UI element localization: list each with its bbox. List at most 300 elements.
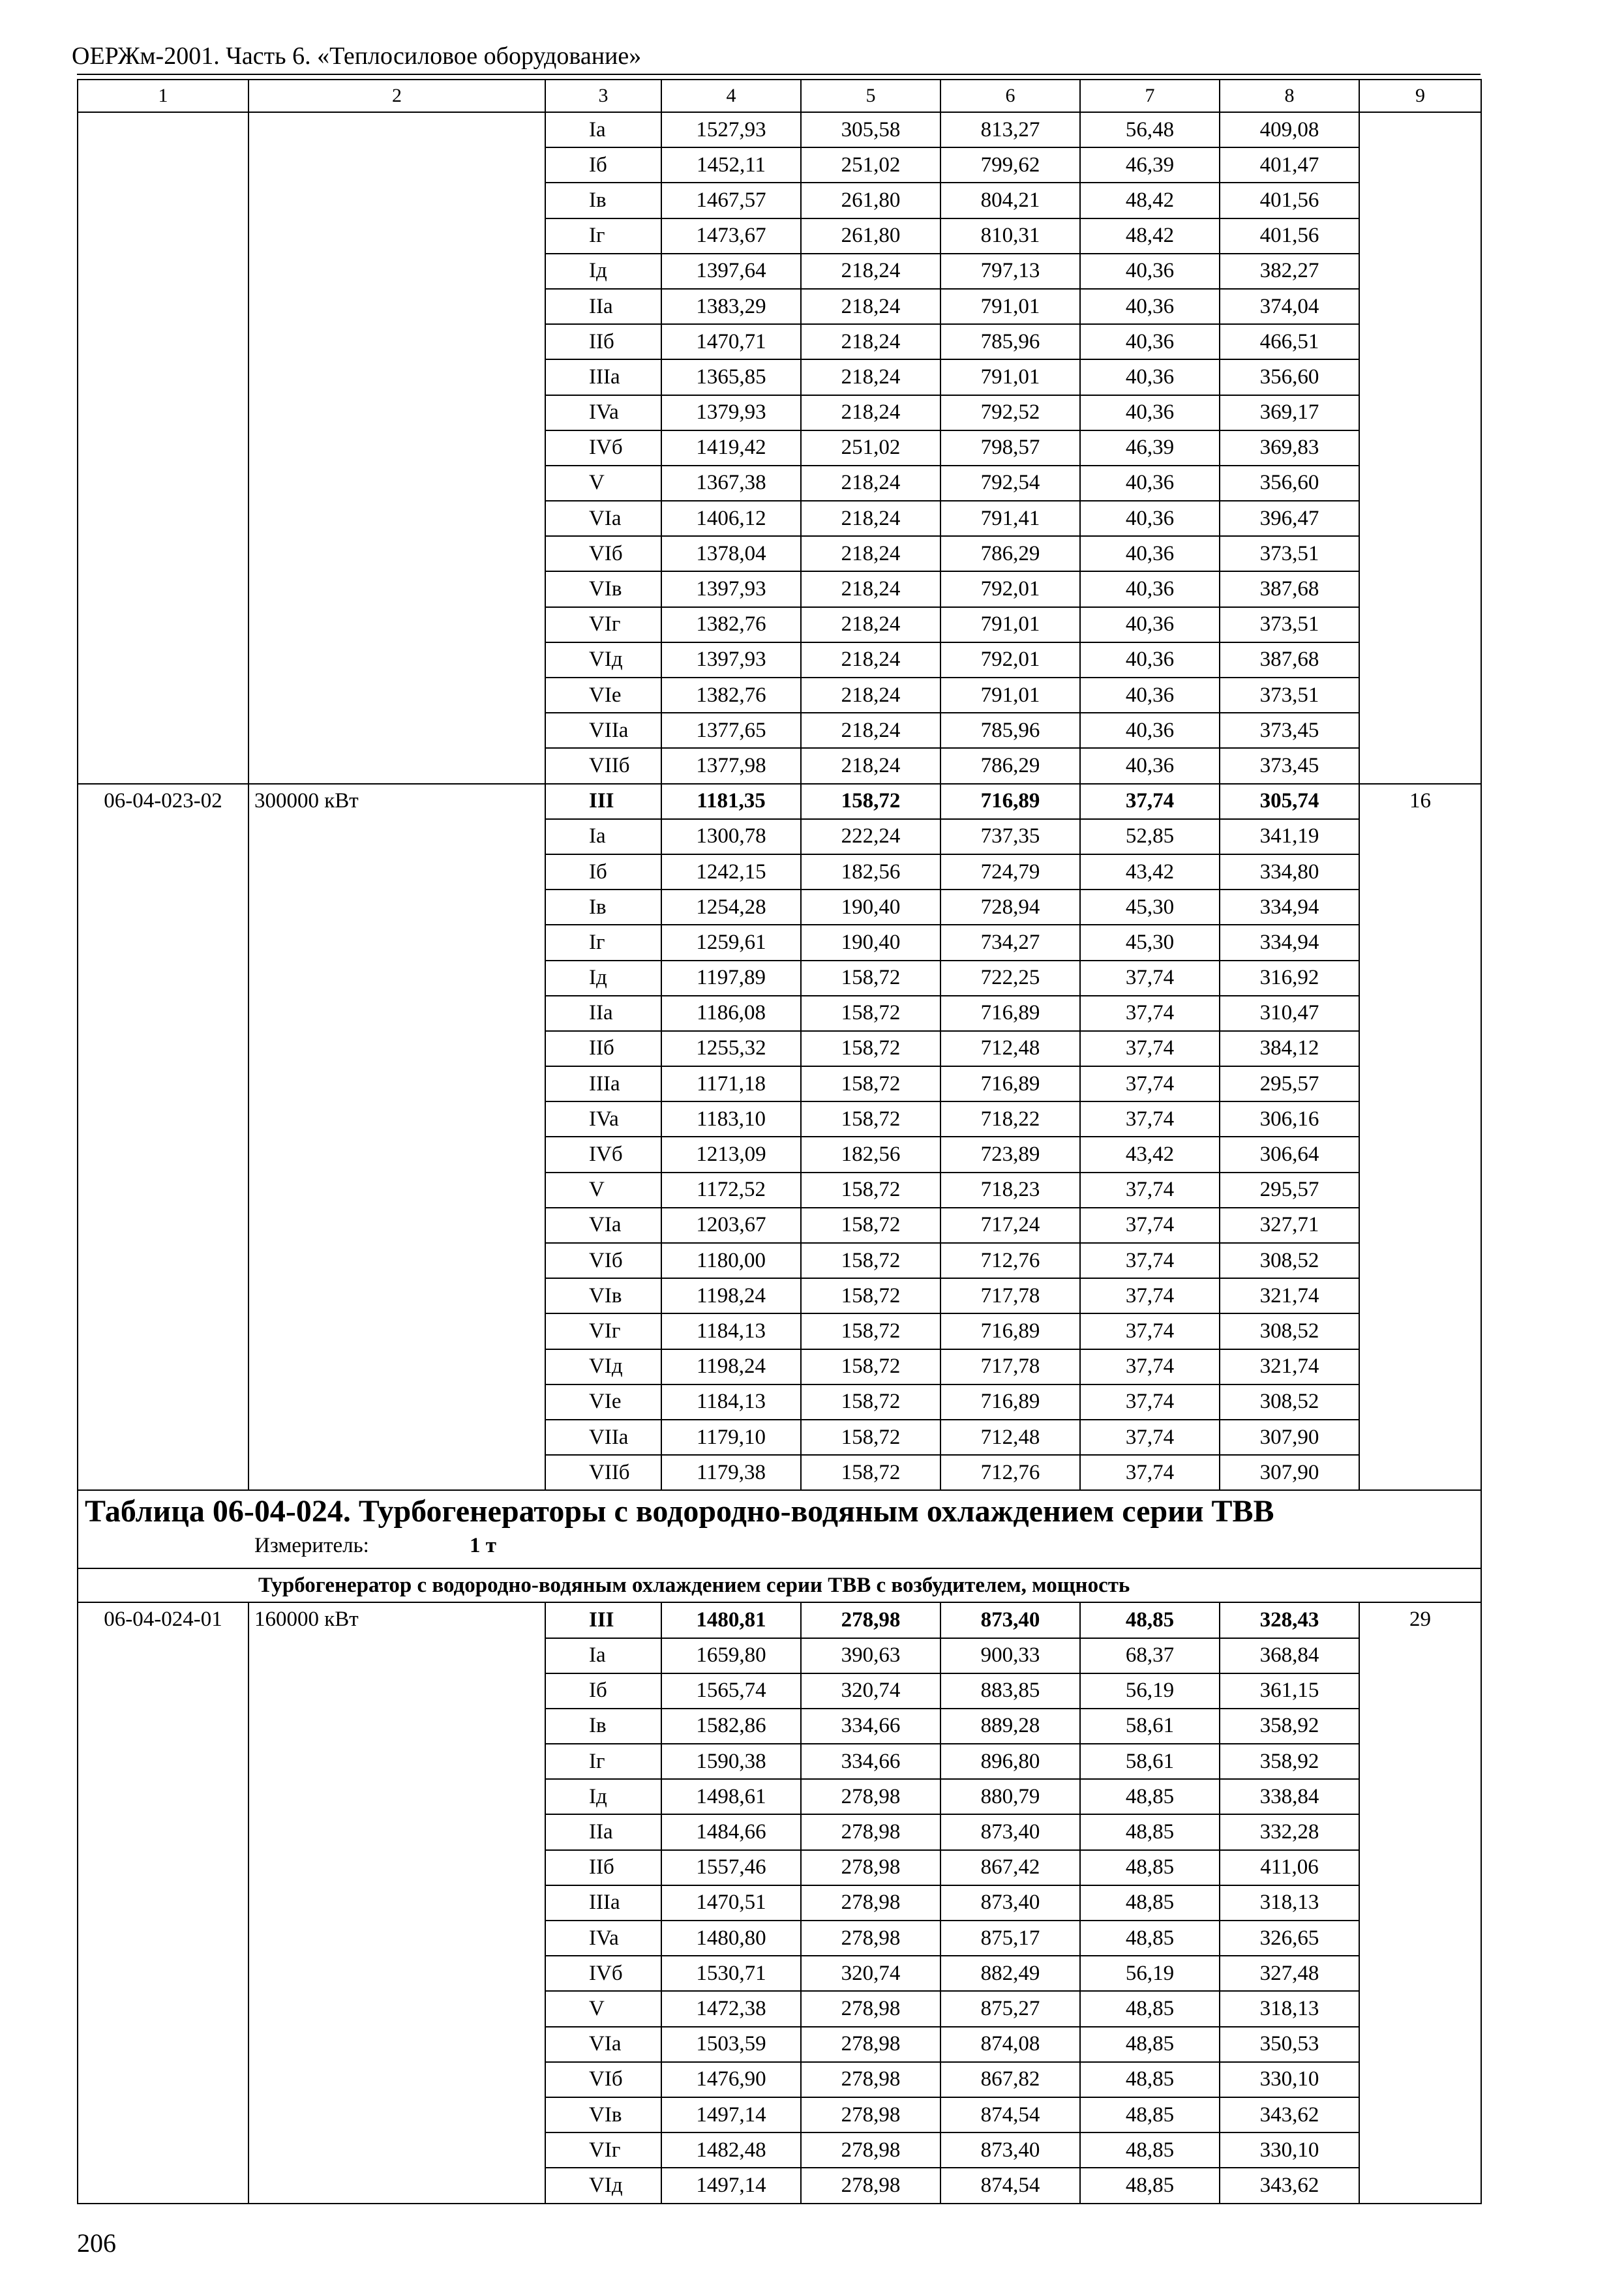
value-cell: 716,89 [940,1313,1080,1349]
value-cell: 797,13 [940,254,1080,289]
table-title-row [78,1490,1481,1568]
zone-cell: VIг [545,2132,661,2168]
value-cell: 278,98 [801,2062,940,2097]
value-cell: 900,33 [940,1638,1080,1673]
value-cell: 1198,24 [661,1278,801,1313]
zone-cell: VIб [545,2062,661,2097]
value-cell: 37,74 [1080,1455,1220,1490]
value-cell: 737,35 [940,819,1080,854]
value-cell: 56,19 [1080,1673,1220,1709]
value-cell: 716,89 [940,784,1080,819]
value-cell: 1254,28 [661,890,801,925]
value-cell: 37,74 [1080,784,1220,819]
value-cell: 48,85 [1080,2027,1220,2062]
value-cell: 251,02 [801,430,940,466]
meter-line [85,1535,1474,1557]
value-cell: 37,74 [1080,1384,1220,1420]
value-cell: 58,61 [1080,1744,1220,1779]
zone-cell: VIд [545,1349,661,1384]
value-cell: 37,74 [1080,1278,1220,1313]
value-cell: 810,31 [940,218,1080,254]
value-cell: 791,41 [940,501,1080,536]
value-cell: 158,72 [801,1066,940,1101]
value-cell: 321,74 [1220,1278,1359,1313]
value-cell: 785,96 [940,713,1080,748]
value-cell: 278,98 [801,2168,940,2203]
value-cell: 1482,48 [661,2132,801,2168]
value-cell: 791,01 [940,607,1080,642]
value-cell: 48,85 [1080,2132,1220,2168]
value-cell: 1379,93 [661,395,801,430]
value-cell: 218,24 [801,678,940,713]
value-cell: 1377,65 [661,713,801,748]
page-number: 206 [77,2228,116,2258]
value-cell: 305,58 [801,112,940,147]
value-cell: 56,48 [1080,112,1220,147]
table-body [78,80,1481,2204]
value-cell: 1659,80 [661,1638,801,1673]
value-cell: 1480,80 [661,1921,801,1956]
value-cell: 158,72 [801,1349,940,1384]
table-title-cell [78,1490,1481,1568]
value-cell: 40,36 [1080,324,1220,359]
value-cell: 158,72 [801,1173,940,1208]
value-cell: 373,51 [1220,678,1359,713]
value-cell: 320,74 [801,1673,940,1709]
value-cell: 712,48 [940,1031,1080,1066]
value-cell: 792,54 [940,466,1080,501]
value-cell: 1181,35 [661,784,801,819]
value-cell: 1172,52 [661,1173,801,1208]
zone-cell: VIa [545,1208,661,1243]
value-cell: 1582,86 [661,1709,801,1744]
zone-cell: VIв [545,1278,661,1313]
value-cell: 1480,81 [661,1602,801,1638]
value-cell: 48,85 [1080,1885,1220,1921]
value-cell: 350,53 [1220,2027,1359,2062]
value-cell: 712,76 [940,1455,1080,1490]
column-number: 5 [801,80,940,112]
value-cell: 799,62 [940,147,1080,183]
value-cell: 37,74 [1080,1031,1220,1066]
value-cell: 387,68 [1220,571,1359,606]
value-cell: 52,85 [1080,819,1220,854]
zone-cell: VIIa [545,1420,661,1455]
meter-unit: 1 т [470,1534,496,1558]
value-cell: 318,13 [1220,1991,1359,2026]
zone-cell: Iг [545,925,661,960]
value-cell: 222,24 [801,819,940,854]
value-cell: 218,24 [801,713,940,748]
zone-cell: VIa [545,501,661,536]
value-cell: 792,01 [940,571,1080,606]
value-cell: 798,57 [940,430,1080,466]
value-cell: 40,36 [1080,501,1220,536]
value-cell: 316,92 [1220,961,1359,996]
value-cell: 409,08 [1220,112,1359,147]
value-cell: 1467,57 [661,183,801,218]
value-cell: 1242,15 [661,854,801,890]
value-cell: 361,15 [1220,1673,1359,1709]
value-cell: 712,48 [940,1420,1080,1455]
value-cell: 1300,78 [661,819,801,854]
value-cell: 318,13 [1220,1885,1359,1921]
value-cell: 1503,59 [661,2027,801,2062]
value-cell: 873,40 [940,2132,1080,2168]
value-cell: 37,74 [1080,996,1220,1031]
value-cell: 48,85 [1080,1850,1220,1885]
zone-cell: VIIб [545,748,661,783]
value-cell: 343,62 [1220,2097,1359,2132]
value-cell: 305,74 [1220,784,1359,819]
value-cell: 46,39 [1080,430,1220,466]
value-cell: 1180,00 [661,1243,801,1278]
value-cell: 334,94 [1220,890,1359,925]
zone-cell: Iб [545,147,661,183]
value-cell: 867,42 [940,1850,1080,1885]
value-cell: 43,42 [1080,854,1220,890]
price-table [77,79,1482,2204]
zone-cell: III [545,1602,661,1638]
value-cell: 320,74 [801,1956,940,1991]
value-cell: 1473,67 [661,218,801,254]
value-cell: 326,65 [1220,1921,1359,1956]
value-cell: 722,25 [940,961,1080,996]
value-cell: 889,28 [940,1709,1080,1744]
value-cell: 307,90 [1220,1455,1359,1490]
value-cell: 308,52 [1220,1243,1359,1278]
value-cell: 1498,61 [661,1779,801,1814]
value-cell: 356,60 [1220,359,1359,395]
value-cell: 1530,71 [661,1956,801,1991]
value-cell: 332,28 [1220,1814,1359,1849]
value-cell: 218,24 [801,466,940,501]
item-name: 300000 кВт [248,784,545,1491]
value-cell: 1472,38 [661,1991,801,2026]
value-cell: 717,78 [940,1349,1080,1384]
value-cell: 1397,93 [661,571,801,606]
value-cell: 48,85 [1080,1921,1220,1956]
value-cell: 261,80 [801,218,940,254]
value-cell: 786,29 [940,748,1080,783]
value-cell: 37,74 [1080,1173,1220,1208]
zone-cell: VIe [545,1384,661,1420]
value-cell: 334,80 [1220,854,1359,890]
value-cell: 37,74 [1080,1420,1220,1455]
value-cell: 1179,38 [661,1455,801,1490]
zone-cell: VIe [545,678,661,713]
value-cell: 251,02 [801,147,940,183]
value-cell: 218,24 [801,395,940,430]
value-cell: 48,85 [1080,2097,1220,2132]
value-cell: 1213,09 [661,1137,801,1172]
value-cell: 218,24 [801,536,940,571]
zone-cell: VIIa [545,713,661,748]
value-cell: 874,08 [940,2027,1080,2062]
value-cell: 48,85 [1080,1991,1220,2026]
value-cell: 321,74 [1220,1349,1359,1384]
meter-label: Измеритель: [254,1534,369,1558]
value-cell: 48,85 [1080,1779,1220,1814]
value-cell: 295,57 [1220,1066,1359,1101]
page-header: ОЕРЖм-2001. Часть 6. «Теплосиловое оборудование» [72,42,642,70]
value-cell: 328,43 [1220,1602,1359,1638]
col9-value: 29 [1359,1602,1481,2203]
value-cell: 882,49 [940,1956,1080,1991]
value-cell: 307,90 [1220,1420,1359,1455]
value-cell: 158,72 [801,961,940,996]
column-number: 6 [940,80,1080,112]
value-cell: 158,72 [801,784,940,819]
value-cell: 1186,08 [661,996,801,1031]
value-cell: 46,39 [1080,147,1220,183]
value-cell: 37,74 [1080,1313,1220,1349]
value-cell: 278,98 [801,1921,940,1956]
value-cell: 158,72 [801,996,940,1031]
value-cell: 334,66 [801,1744,940,1779]
col9-value [1359,112,1481,784]
header-rule [77,74,1481,75]
value-cell: 1377,98 [661,748,801,783]
value-cell: 390,63 [801,1638,940,1673]
value-cell: 158,72 [801,1455,940,1490]
zone-cell: VIв [545,571,661,606]
value-cell: 158,72 [801,1208,940,1243]
value-cell: 716,89 [940,1384,1080,1420]
table-row [78,112,1481,147]
value-cell: 1565,74 [661,1673,801,1709]
item-code: 06-04-023-02 [78,784,248,1491]
value-cell: 724,79 [940,854,1080,890]
value-cell: 48,85 [1080,2168,1220,2203]
value-cell: 40,36 [1080,359,1220,395]
zone-cell: IIa [545,1814,661,1849]
value-cell: 873,40 [940,1814,1080,1849]
zone-cell: IIб [545,1031,661,1066]
value-cell: 1179,10 [661,1420,801,1455]
value-cell: 48,42 [1080,183,1220,218]
value-cell: 373,45 [1220,748,1359,783]
zone-cell: VIв [545,2097,661,2132]
value-cell: 875,27 [940,1991,1080,2026]
value-cell: 1183,10 [661,1101,801,1137]
value-cell: 712,76 [940,1243,1080,1278]
value-cell: 48,85 [1080,1814,1220,1849]
value-cell: 1382,76 [661,607,801,642]
value-cell: 158,72 [801,1101,940,1137]
zone-cell: V [545,1173,661,1208]
column-number: 7 [1080,80,1220,112]
value-cell: 48,85 [1080,2062,1220,2097]
value-cell: 1557,46 [661,1850,801,1885]
value-cell: 466,51 [1220,324,1359,359]
table-row [78,1602,1481,1638]
zone-cell: Ia [545,1638,661,1673]
value-cell: 874,54 [940,2097,1080,2132]
value-cell: 401,47 [1220,147,1359,183]
zone-cell: V [545,1991,661,2026]
value-cell: 873,40 [940,1885,1080,1921]
column-number: 4 [661,80,801,112]
value-cell: 182,56 [801,1137,940,1172]
value-cell: 358,92 [1220,1709,1359,1744]
zone-cell: VIб [545,536,661,571]
value-cell: 190,40 [801,925,940,960]
zone-cell: Iб [545,854,661,890]
value-cell: 158,72 [801,1313,940,1349]
value-cell: 382,27 [1220,254,1359,289]
value-cell: 356,60 [1220,466,1359,501]
value-cell: 218,24 [801,571,940,606]
value-cell: 875,17 [940,1921,1080,1956]
zone-cell: Iв [545,890,661,925]
value-cell: 369,83 [1220,430,1359,466]
value-cell: 40,36 [1080,713,1220,748]
value-cell: 278,98 [801,1779,940,1814]
value-cell: 334,94 [1220,925,1359,960]
value-cell: 68,37 [1080,1638,1220,1673]
value-cell: 218,24 [801,501,940,536]
column-number: 1 [78,80,248,112]
subheading: Турбогенератор с водородно-водяным охлаждением серии ТВВ с возбудителем, мощность [78,1568,1481,1602]
value-cell: 334,66 [801,1709,940,1744]
zone-cell: V [545,466,661,501]
value-cell: 718,23 [940,1173,1080,1208]
value-cell: 278,98 [801,1991,940,2026]
value-cell: 1378,04 [661,536,801,571]
value-cell: 278,98 [801,1602,940,1638]
value-cell: 401,56 [1220,183,1359,218]
zone-cell: Iд [545,961,661,996]
value-cell: 40,36 [1080,536,1220,571]
value-cell: 343,62 [1220,2168,1359,2203]
zone-cell: IIIa [545,1885,661,1921]
item-name: 160000 кВт [248,1602,545,2203]
value-cell: 1470,71 [661,324,801,359]
value-cell: 327,48 [1220,1956,1359,1991]
value-cell: 401,56 [1220,218,1359,254]
value-cell: 1470,51 [661,1885,801,1921]
value-cell: 278,98 [801,1814,940,1849]
value-cell: 37,74 [1080,1349,1220,1384]
value-cell: 310,47 [1220,996,1359,1031]
value-cell: 791,01 [940,359,1080,395]
value-cell: 40,36 [1080,748,1220,783]
value-cell: 368,84 [1220,1638,1359,1673]
subheading-row [78,1568,1481,1602]
value-cell: 40,36 [1080,395,1220,430]
value-cell: 396,47 [1220,501,1359,536]
value-cell: 1497,14 [661,2168,801,2203]
zone-cell: IVб [545,1956,661,1991]
value-cell: 358,92 [1220,1744,1359,1779]
zone-cell: Iб [545,1673,661,1709]
value-cell: 369,17 [1220,395,1359,430]
value-cell: 717,78 [940,1278,1080,1313]
zone-cell: IVa [545,1921,661,1956]
value-cell: 218,24 [801,324,940,359]
value-cell: 48,85 [1080,1602,1220,1638]
column-number: 2 [248,80,545,112]
value-cell: 218,24 [801,254,940,289]
value-cell: 723,89 [940,1137,1080,1172]
zone-cell: Iд [545,254,661,289]
zone-cell: IVб [545,1137,661,1172]
value-cell: 158,72 [801,1420,940,1455]
zone-cell: Iд [545,1779,661,1814]
value-cell: 40,36 [1080,678,1220,713]
value-cell: 43,42 [1080,1137,1220,1172]
value-cell: 387,68 [1220,642,1359,678]
zone-cell: Iв [545,1709,661,1744]
value-cell: 190,40 [801,890,940,925]
value-cell: 867,82 [940,2062,1080,2097]
value-cell: 896,80 [940,1744,1080,1779]
value-cell: 1484,66 [661,1814,801,1849]
value-cell: 330,10 [1220,2132,1359,2168]
value-cell: 873,40 [940,1602,1080,1638]
value-cell: 384,12 [1220,1031,1359,1066]
value-cell: 218,24 [801,607,940,642]
value-cell: 278,98 [801,1850,940,1885]
value-cell: 40,36 [1080,466,1220,501]
value-cell: 373,45 [1220,713,1359,748]
value-cell: 40,36 [1080,289,1220,324]
value-cell: 45,30 [1080,890,1220,925]
zone-cell: VIб [545,1243,661,1278]
column-number: 9 [1359,80,1481,112]
value-cell: 37,74 [1080,1101,1220,1137]
value-cell: 1382,76 [661,678,801,713]
value-cell: 158,72 [801,1031,940,1066]
value-cell: 792,01 [940,642,1080,678]
value-cell: 716,89 [940,996,1080,1031]
zone-cell: Iв [545,183,661,218]
value-cell: 1365,85 [661,359,801,395]
value-cell: 308,52 [1220,1384,1359,1420]
value-cell: 717,24 [940,1208,1080,1243]
value-cell: 295,57 [1220,1173,1359,1208]
zone-cell: IVб [545,430,661,466]
value-cell: 40,36 [1080,607,1220,642]
value-cell: 1452,11 [661,147,801,183]
value-cell: 716,89 [940,1066,1080,1101]
col9-value: 16 [1359,784,1481,1491]
value-cell: 1171,18 [661,1066,801,1101]
value-cell: 791,01 [940,289,1080,324]
value-cell: 373,51 [1220,607,1359,642]
value-cell: 1419,42 [661,430,801,466]
value-cell: 308,52 [1220,1313,1359,1349]
value-cell: 278,98 [801,1885,940,1921]
zone-cell: Iг [545,1744,661,1779]
value-cell: 40,36 [1080,254,1220,289]
value-cell: 1197,89 [661,961,801,996]
value-cell: 1255,32 [661,1031,801,1066]
value-cell: 1497,14 [661,2097,801,2132]
column-number: 8 [1220,80,1359,112]
value-cell: 278,98 [801,2097,940,2132]
zone-cell: VIд [545,2168,661,2203]
value-cell: 278,98 [801,2132,940,2168]
value-cell: 37,74 [1080,961,1220,996]
value-cell: 374,04 [1220,289,1359,324]
zone-cell: Ia [545,819,661,854]
value-cell: 261,80 [801,183,940,218]
value-cell: 58,61 [1080,1709,1220,1744]
value-cell: 158,72 [801,1243,940,1278]
value-cell: 278,98 [801,2027,940,2062]
